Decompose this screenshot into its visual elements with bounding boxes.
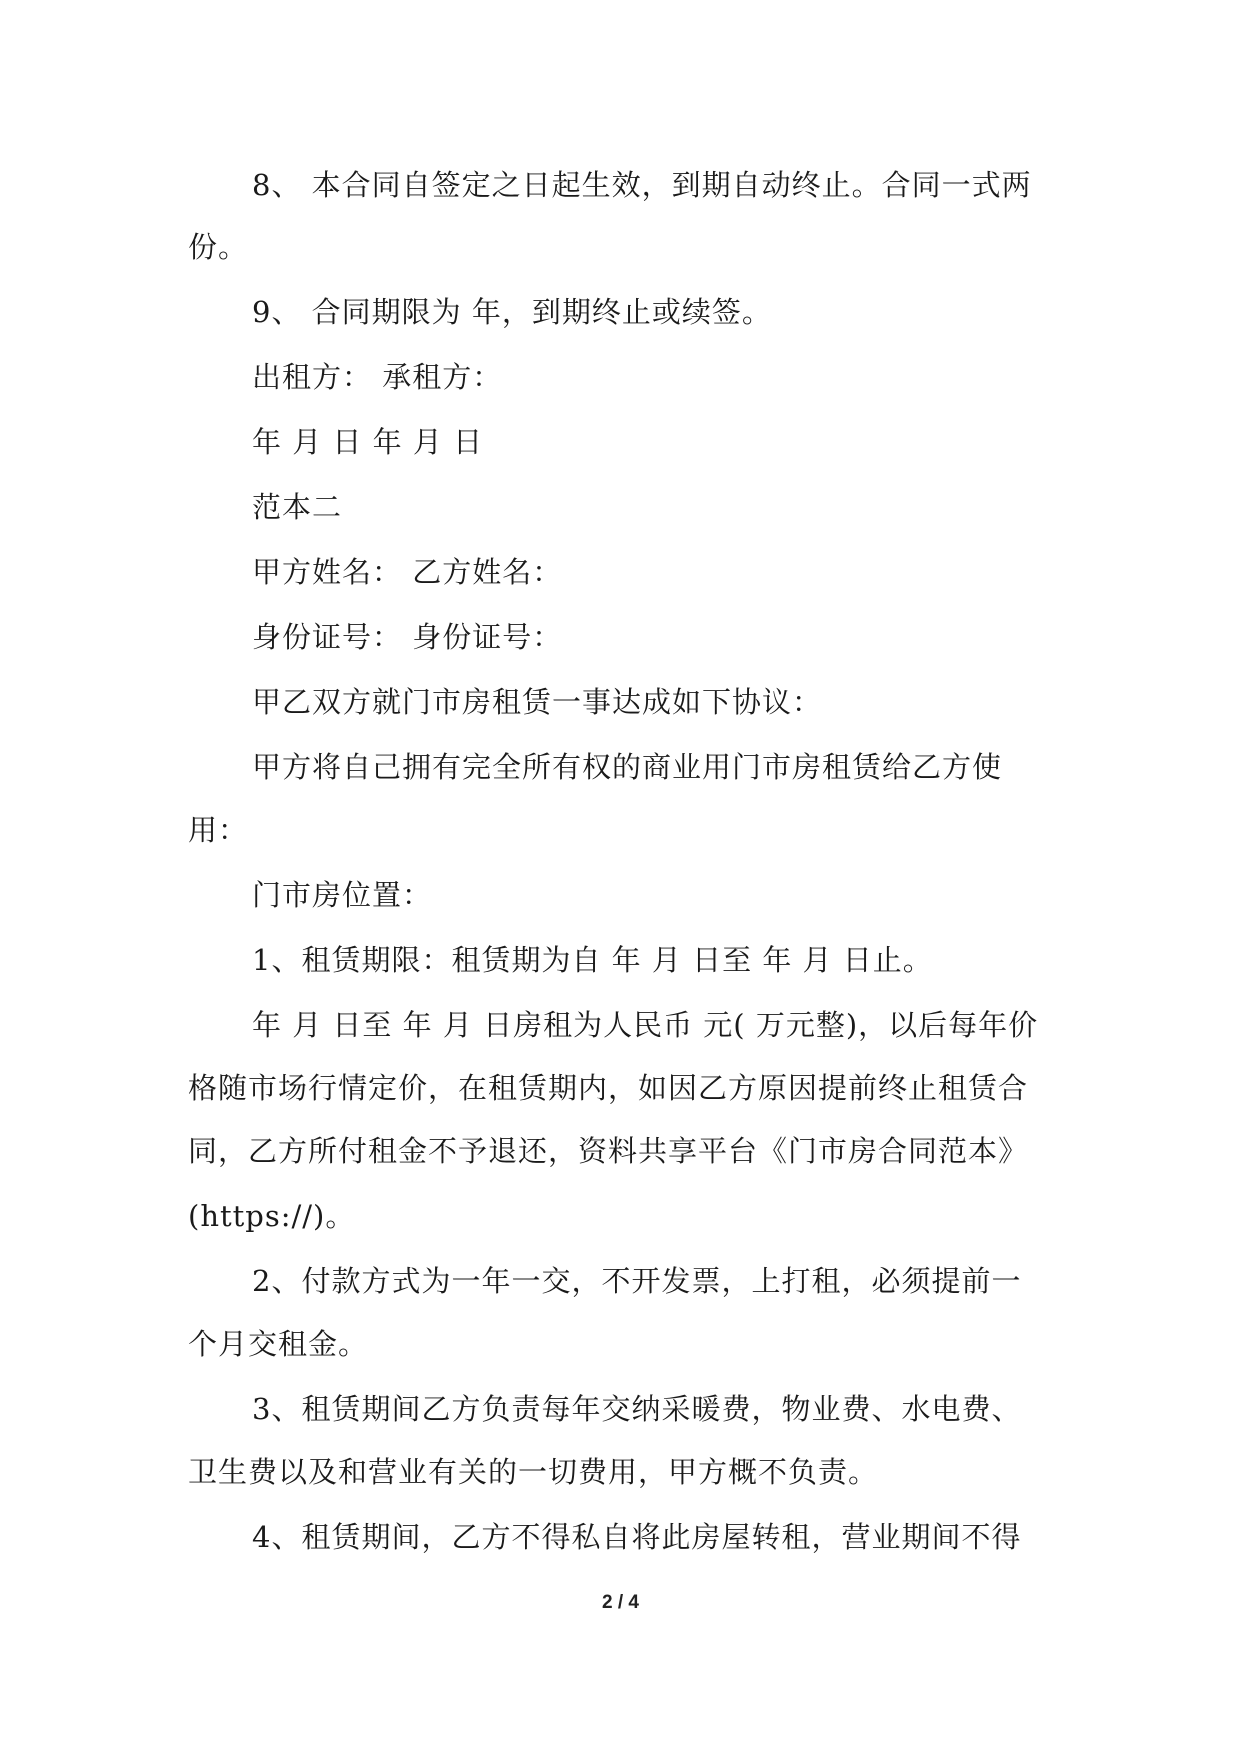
text-line: 出租方： 承租方： [252,360,503,394]
text-line: 用： [188,813,249,847]
text-line: 份。 [188,230,249,264]
text-line: 身份证号： 身份证号： [252,620,563,654]
text-line: 4、租赁期间，乙方不得私自将此房屋转租，营业期间不得 [252,1520,1022,1554]
text-line: 9、 合同期限为 年，到期终止或续签。 [252,295,772,329]
text-line: (https://)。 [188,1199,356,1233]
text-line: 年 月 日 年 月 日 [252,425,484,459]
text-line: 个月交租金。 [188,1327,369,1361]
page-number: 2 / 4 [602,1592,639,1613]
text-line: 1、租赁期限：租赁期为自 年 月 日至 年 月 日止。 [252,943,933,977]
text-line: 年 月 日至 年 月 日房租为人民币 元( 万元整)，以后每年价 [252,1008,1039,1042]
text-line: 2、付款方式为一年一交，不开发票，上打租，必须提前一 [252,1264,1022,1298]
text-line: 门市房位置： [252,878,433,912]
text-line: 3、租赁期间乙方负责每年交纳采暖费，物业费、水电费、 [252,1392,1022,1426]
text-line: 格随市场行情定价，在租赁期内，如因乙方原因提前终止租赁合 [188,1071,1029,1105]
text-line: 范本二 [252,490,343,524]
text-line: 卫生费以及和营业有关的一切费用，甲方概不负责。 [188,1455,879,1489]
text-line: 8、 本合同自签定之日起生效，到期自动终止。合同一式两 [252,168,1032,202]
text-line: 甲乙双方就门市房租赁一事达成如下协议： [252,685,823,719]
text-line: 甲方姓名： 乙方姓名： [252,555,563,589]
text-line: 甲方将自己拥有完全所有权的商业用门市房租赁给乙方使 [252,750,1003,784]
text-line: 同，乙方所付租金不予退还，资料共享平台《门市房合同范本》 [188,1134,1029,1168]
